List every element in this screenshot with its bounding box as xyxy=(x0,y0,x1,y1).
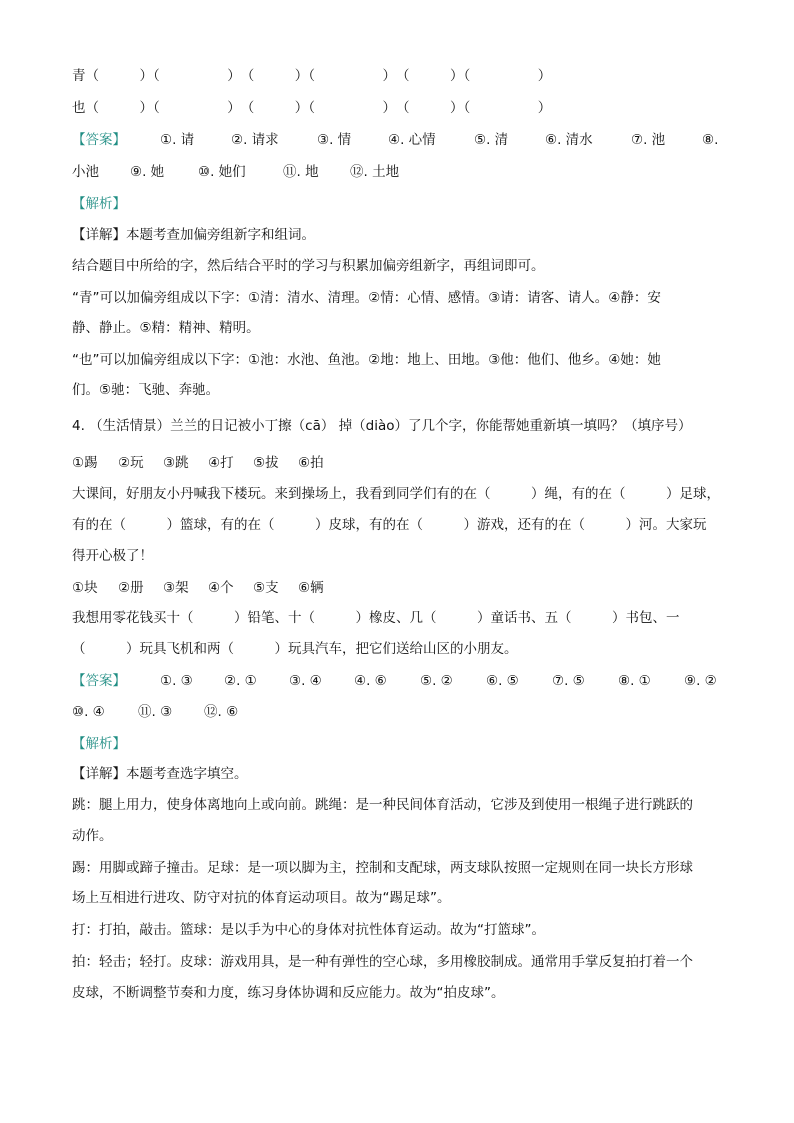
answer-item: ①. ③ xyxy=(160,673,193,689)
answer-item: ②. 请求 xyxy=(231,132,279,148)
answer-item: 小池 xyxy=(72,164,99,180)
answer-item: ⑫. 土地 xyxy=(350,164,400,180)
answer-tag: 【答案】 xyxy=(72,673,126,689)
fill-text: （ ）玩具飞机和两（ ）玩具汽车，把它们送给山区的小朋友。 xyxy=(72,641,518,657)
answer-item: ⑦. 池 xyxy=(631,132,666,148)
analysis-tag: 【解析】 xyxy=(72,736,126,752)
option-item: ①踢 xyxy=(72,455,98,471)
option-item: ③架 xyxy=(163,580,189,596)
answer-item: ⑫. ⑥ xyxy=(204,704,239,720)
answer-item: ④. ⑥ xyxy=(354,673,387,689)
option-item: ③跳 xyxy=(163,455,189,471)
answer-item: ③. 情 xyxy=(317,132,352,148)
option-item: ④打 xyxy=(208,455,234,471)
answer-item: ⑩. ④ xyxy=(72,704,105,720)
fill-text: 我想用零花钱买十（ ）铅笔、十（ ）橡皮、几（ ）童话书、五（ ）书包、一 xyxy=(72,610,680,626)
answer-item: ⑧. ① xyxy=(618,673,651,689)
analysis-paragraph: 拍：轻击；轻打。皮球：游戏用具，是一种有弹性的空心球，多用橡胶制成。通常用手掌反复拍打着一个 xyxy=(72,954,693,970)
analysis-paragraph: 们。⑤驰：飞驰、奔驰。 xyxy=(72,382,220,398)
analysis-paragraph: “青”可以加偏旁组成以下字：①清：清水、清理。②情：心情、感情。③请：请客、请人。④静：安 xyxy=(72,290,661,306)
option-item: ⑥拍 xyxy=(298,455,324,471)
answer-item: ⑥. ⑤ xyxy=(486,673,519,689)
analysis-paragraph: “也”可以加偏旁组成以下字：①池：水池、鱼池。②地：地上、田地。③他：他们、他乡。④她：她 xyxy=(72,352,661,368)
answer-item: ②. ① xyxy=(224,673,257,689)
analysis-paragraph: 踢：用脚或蹄子撞击。足球：是一项以脚为主，控制和支配球，两支球队按照一定规则在同一块长方形球 xyxy=(72,860,693,876)
analysis-paragraph: 打：打拍，敲击。篮球：是以手为中心的身体对抗性体育运动。故为“打篮球”。 xyxy=(72,922,545,938)
answer-item: ⑩. 她们 xyxy=(198,164,246,180)
answer-item: ①. 请 xyxy=(160,132,195,148)
option-item: ⑤拔 xyxy=(253,455,279,471)
option-item: ⑤支 xyxy=(253,580,279,596)
fill-text: 得开心极了！ xyxy=(72,548,153,564)
analysis-paragraph: 跳：腿上用力，使身体离地向上或向前。跳绳：是一种民间体育活动，它涉及到使用一根绳子进行跳跃的 xyxy=(72,797,693,813)
answer-item: ⑪. 地 xyxy=(283,164,319,180)
fill-text: 有的在（ ）篮球，有的在（ ）皮球，有的在（ ）游戏，还有的在（ ）河。大家玩 xyxy=(72,517,707,533)
detail-line: 【详解】本题考查选字填空。 xyxy=(72,766,248,782)
analysis-paragraph: 场上互相进行进攻、防守对抗的体育运动项目。故为“踢足球”。 xyxy=(72,890,451,906)
answer-item: ④. 心情 xyxy=(388,132,436,148)
answer-item: ⑤. ② xyxy=(420,673,453,689)
answer-item: ⑨. ② xyxy=(684,673,717,689)
option-item: ④个 xyxy=(208,580,234,596)
answer-item: ⑦. ⑤ xyxy=(552,673,585,689)
answer-item: ⑨. 她 xyxy=(130,164,165,180)
answer-item: ⑪. ③ xyxy=(138,704,173,720)
fill-text: 大课间，好朋友小丹喊我下楼玩。来到操场上，我看到同学们有的在（ ）绳，有的在（ ）足球， xyxy=(72,486,720,502)
blank-row-ye: 也（ ）（ ） （ ）（ ） （ ）（ ） xyxy=(72,100,552,116)
answer-item: ⑧. xyxy=(702,132,719,148)
answer-item: ⑥. 清水 xyxy=(545,132,593,148)
option-item: ②册 xyxy=(118,580,144,596)
option-item: ②玩 xyxy=(118,455,144,471)
analysis-paragraph: 皮球，不断调整节奏和力度，练习身体协调和反应能力。故为“拍皮球”。 xyxy=(72,985,505,1001)
detail-line: 【详解】本题考查加偏旁组新字和组词。 xyxy=(72,227,315,243)
option-item: ⑥辆 xyxy=(298,580,324,596)
analysis-paragraph: 静、静止。⑤精：精神、精明。 xyxy=(72,320,260,336)
option-item: ①块 xyxy=(72,580,98,596)
answer-item: ⑤. 清 xyxy=(474,132,509,148)
analysis-tag: 【解析】 xyxy=(72,196,126,212)
analysis-paragraph: 动作。 xyxy=(72,828,113,844)
question-stem: 4. （生活情景）兰兰的日记被小丁擦（cā） 掉（diào）了几个字，你能帮她重新填一填吗？（填序号） xyxy=(72,418,692,434)
answer-item: ③. ④ xyxy=(289,673,322,689)
analysis-paragraph: 结合题目中所给的字，然后结合平时的学习与积累加偏旁组新字，再组词即可。 xyxy=(72,258,545,274)
answer-tag: 【答案】 xyxy=(72,132,126,148)
blank-row-qing: 青（ ）（ ） （ ）（ ） （ ）（ ） xyxy=(72,68,552,84)
